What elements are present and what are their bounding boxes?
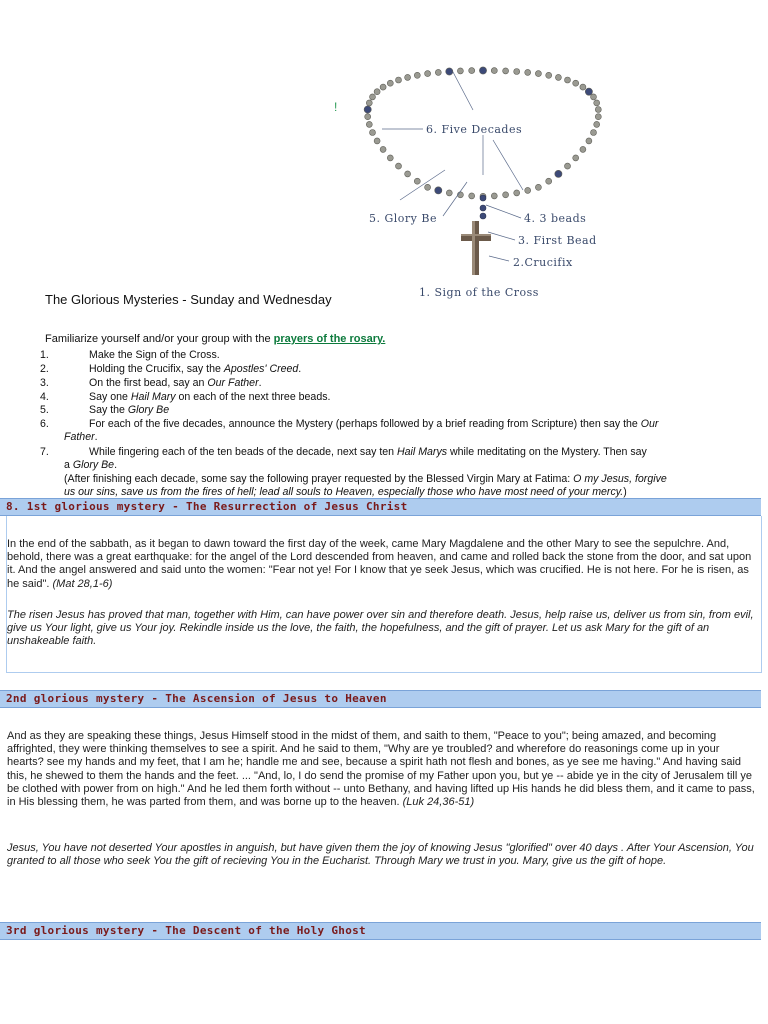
rosary-bead [380, 84, 386, 90]
step-number: 5. [40, 404, 49, 416]
rosary-bead [370, 94, 376, 100]
rosary-bead [580, 84, 586, 90]
rosary-bead [591, 94, 597, 100]
rosary-bead [503, 192, 509, 198]
rosary-bead [480, 195, 486, 201]
rosary-bead [491, 193, 497, 199]
rosary-bead [565, 77, 571, 83]
prayers-of-rosary-link[interactable]: prayers of the rosary. [273, 333, 386, 345]
rosary-bead [435, 187, 442, 194]
step-number: 3. [40, 377, 49, 389]
rosary-bead [387, 155, 393, 161]
rosary-bead [364, 106, 371, 113]
label-five-decades: 6. Five Decades [426, 123, 523, 136]
intro-text [45, 333, 385, 345]
mystery-1-scripture: In the end of the sabbath, as it began to dawn toward the first day of the week, came Mary Magdalene and the other Mary to see the sepulchre. And, behold, there was a great earthquake: for the angel of the Lord descended from heaven, and came and rolled back the stone from the door, and sat upon it. And the angel answered and said unto the women: "Fear not ye! For I know that ye seek Jesus, which was crucified. He is not here. For he is risen, as he said". (Mat 28,1-6) [7, 538, 752, 590]
step-number: 6. [40, 418, 49, 430]
rosary-bead [366, 121, 372, 127]
step-text: Say the Glory Be [89, 404, 170, 416]
intro-label: Familiarize yourself and/or your group with the [45, 333, 274, 345]
rosary-bead [469, 193, 475, 199]
rosary-bead [594, 121, 600, 127]
step-text: On the first bead, say an Our Father. [89, 377, 262, 389]
rosary-bead [469, 68, 475, 74]
step-number: 7. [40, 446, 49, 458]
rosary-bead [387, 80, 393, 86]
mystery-1-heading-bar [0, 498, 761, 516]
rosary-bead [480, 205, 486, 211]
rosary-bead [435, 69, 441, 75]
rosary-bead [594, 100, 600, 106]
rosary-bead [374, 89, 380, 95]
rosary-bead [535, 71, 541, 77]
rosary-bead [405, 74, 411, 80]
stray-mark: ! [334, 100, 338, 114]
rosary-bead [365, 114, 371, 120]
step-text: Make the Sign of the Cross. [89, 349, 220, 361]
mystery-3-heading: 3rd glorious mystery - The Descent of the Holy Ghost [6, 924, 366, 937]
rosary-bead [580, 146, 586, 152]
step-text: Holding the Crucifix, say the Apostles' Creed. [89, 363, 302, 375]
rosary-diagram [355, 50, 615, 300]
mystery-1-prayer: The risen Jesus has proved that man, together with Him, can have power over sin and therefore death. Jesus, help raise us, deliver us from sin, from evil, give us Your light, give us Your joy. Rekindle inside us the love, the faith, the hopefulness, and the gift of prayer. Let us ask Mary for the gift of an unshakeable faith. [7, 609, 754, 648]
rosary-bead [586, 138, 592, 144]
page-title: The Glorious Mysteries - Sunday and Wednesday [45, 292, 332, 307]
mystery-2-prayer: Jesus, You have not deserted Your apostles in anguish, but have given them the joy of knowing Jesus "glorified" over 40 days . After Your Ascension, You granted to all those who seek You the gift of recieving You in the Eucharist. Through Mary we trust in you. Mary, give us the gift of hope. [7, 842, 754, 868]
rosary-bead [446, 68, 453, 75]
scripture-reference: (Mat 28,1-6) [52, 577, 113, 590]
rosary-bead [573, 155, 579, 161]
pointer-lines [382, 72, 523, 261]
step-text: Say one Hail Mary on each of the next three beads. [89, 391, 331, 403]
mystery-1-heading: 8. 1st glorious mystery - The Resurrection of Jesus Christ [6, 500, 408, 513]
label-first-bead: 3. First Bead [518, 234, 597, 247]
rosary-bead [370, 130, 376, 136]
rosary-bead [555, 170, 562, 177]
rosary-bead [514, 69, 520, 75]
rosary-bead [366, 100, 372, 106]
rosary-bead [595, 107, 601, 113]
rosary-bead [503, 68, 509, 74]
rosary-bead [555, 74, 561, 80]
rosary-bead [525, 69, 531, 75]
rosary-bead [573, 80, 579, 86]
step-text-continued: a Glory Be. [64, 459, 118, 471]
rosary-bead [480, 213, 486, 219]
step-text: For each of the five decades, announce the Mystery (perhaps followed by a brief reading from Scripture) then say the Our [89, 418, 659, 430]
rosary-bead [546, 178, 552, 184]
rosary-bead [374, 138, 380, 144]
rosary-bead [535, 184, 541, 190]
rosary-bead [414, 72, 420, 78]
rosary-bead [446, 190, 452, 196]
rosary-bead [414, 178, 420, 184]
label-three-beads: 4. 3 beads [524, 212, 587, 225]
rosary-bead [565, 163, 571, 169]
step-number: 2. [40, 363, 49, 375]
label-crucifix: 2.Crucifix [513, 256, 573, 269]
mystery-3-heading-bar [0, 922, 761, 940]
rosary-bead [491, 68, 497, 74]
mystery-2-heading: 2nd glorious mystery - The Ascension of Jesus to Heaven [6, 692, 387, 705]
rosary-bead [514, 190, 520, 196]
rosary-bead [405, 171, 411, 177]
rosary-bead [380, 146, 386, 152]
rosary-bead [457, 68, 463, 74]
rosary-bead [425, 71, 431, 77]
rosary-bead [425, 184, 431, 190]
crucifix-icon [461, 221, 491, 275]
fatima-prayer-note: (After finishing each decade, some say the following prayer requested by the Blessed Virgin Mary at Fatima: O my Jesus, forgive us our sins, save us from the fires of hell; lead all souls to Heaven, especially those who have most need of your mercy.) [64, 473, 667, 498]
rosary-bead [546, 72, 552, 78]
label-glory-be: 5. Glory Be [369, 212, 437, 225]
mystery-2-heading-bar [0, 690, 761, 708]
rosary-bead [591, 130, 597, 136]
step-number: 4. [40, 391, 49, 403]
label-sign-of-cross: 1. Sign of the Cross [419, 286, 539, 299]
rosary-bead [479, 67, 486, 74]
step-text: While fingering each of the ten beads of the decade, next say ten Hail Marys while meditating on the Mystery. Then say [89, 446, 647, 458]
rosary-bead [396, 163, 402, 169]
rosary-bead [525, 187, 531, 193]
rosary-bead [396, 77, 402, 83]
scripture-reference: (Luk 24,36-51) [402, 796, 475, 809]
rosary-bead [595, 114, 601, 120]
mystery-2-scripture: And as they are speaking these things, Jesus Himself stood in the midst of them, and saith to them, "Peace to you"; being amazed, and becoming affrighted, they were thinking themselves to see a spirit. And he said to them, "Why are ye troubled? and wherefore do reasonings come up in your hearts? see my hands and my feet, that I am he; handle me and see, because a spirit hath not flesh and bones, as ye see me having." And having said this, he shewed to them the hands and the feet. ... "And, lo, I do send the promise of my Father upon you, but ye -- abide ye in the city of Jerusalem till ye be clothed with power from on high." And he led them forth without -- unto Bethany, and having lifted up His hands he did bless them, and it came to pass, in His blessing them, he was parted from them, and was borne up to the heaven. (Luk 24,36-51) [7, 730, 755, 809]
rosary-bead [585, 88, 592, 95]
step-text-continued: Father. [64, 431, 98, 443]
step-number: 1. [40, 349, 49, 361]
